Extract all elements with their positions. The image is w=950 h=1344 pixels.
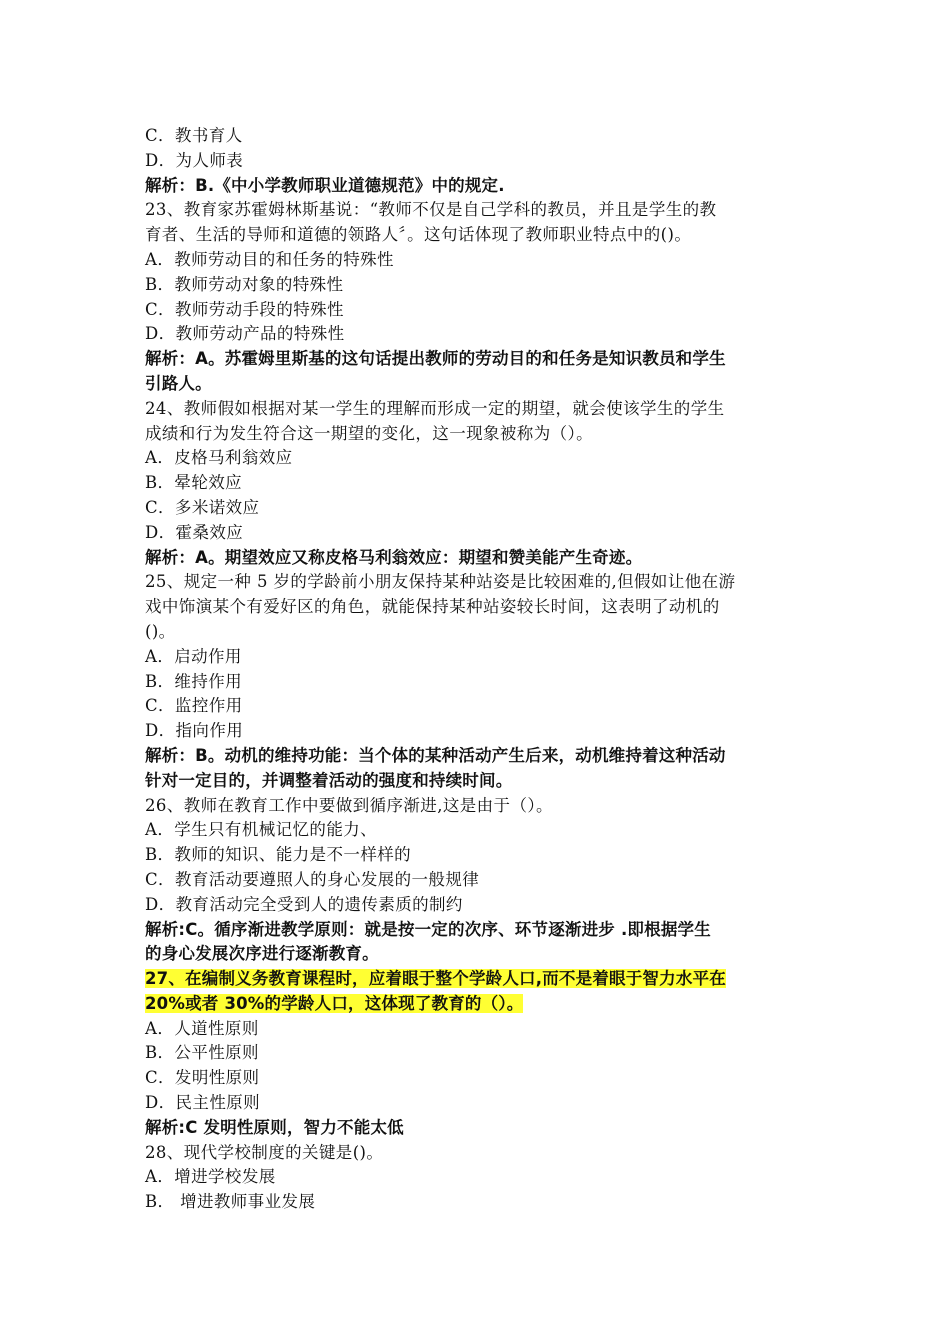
line-text: B．教师的知识、能力是不一样样的 bbox=[145, 845, 412, 865]
option-line bbox=[145, 1066, 810, 1091]
answer-line bbox=[145, 744, 810, 769]
question-line bbox=[145, 595, 810, 620]
option-line bbox=[145, 1041, 810, 1066]
option-line bbox=[145, 496, 810, 521]
answer-line bbox=[145, 918, 810, 943]
answer-line bbox=[145, 372, 810, 397]
option-line bbox=[145, 670, 810, 695]
answer-line bbox=[145, 347, 810, 372]
option-line bbox=[145, 273, 810, 298]
line-text: ()。 bbox=[145, 621, 176, 641]
line-text: 23、教育家苏霍姆林斯基说：“教师不仅是自己学科的教员，并且是学生的教 bbox=[145, 200, 717, 220]
line-text: 28、现代学校制度的关键是()。 bbox=[145, 1142, 384, 1162]
option-line bbox=[145, 1017, 810, 1042]
line-text: 24、教师假如根据对某一学生的理解而形成一定的期望，就会使该学生的学生 bbox=[145, 398, 725, 418]
line-text: C．监控作用 bbox=[145, 696, 243, 716]
question-line bbox=[145, 198, 810, 223]
option-line bbox=[145, 1190, 810, 1215]
line-text: C．教师劳动手段的特殊性 bbox=[145, 299, 344, 319]
line-text: 引路人。 bbox=[145, 373, 212, 393]
line-text: 的身心发展次序进行逐渐教育。 bbox=[145, 944, 379, 964]
question-line bbox=[145, 794, 810, 819]
question-line bbox=[145, 620, 810, 645]
line-text: B．公平性原则 bbox=[145, 1043, 259, 1063]
line-text: C．多米诺效应 bbox=[145, 497, 260, 517]
line-text: 27、在编制义务教育课程时，应着眼于整个学龄人口,而不是着眼于智力水平在 bbox=[145, 969, 726, 989]
option-line bbox=[145, 818, 810, 843]
option-line bbox=[145, 893, 810, 918]
option-line bbox=[145, 521, 810, 546]
line-text: 20%或者 30%的学龄人口，这体现了教育的（）。 bbox=[145, 993, 524, 1013]
question-line bbox=[145, 422, 810, 447]
line-text: 26、教师在教育工作中要做到循序渐进,这是由于（）。 bbox=[145, 795, 553, 815]
line-text: 解析：B.《中小学教师职业道德规范》中的规定. bbox=[145, 175, 505, 195]
line-text: 解析:C。循序渐进教学原则：就是按一定的次序、环节逐渐进步 .即根据学生 bbox=[145, 919, 711, 939]
answer-line bbox=[145, 546, 810, 571]
line-text: 解析：B。动机的维持功能：当个体的某种活动产生后来，动机维持着这种活动 bbox=[145, 745, 726, 765]
line-text: D．民主性原则 bbox=[145, 1093, 261, 1113]
line-text: 解析:C 发明性原则，智力不能太低 bbox=[145, 1117, 404, 1137]
line-text: B． 增进教师事业发展 bbox=[145, 1192, 316, 1212]
line-text: D．霍桑效应 bbox=[145, 522, 244, 542]
option-line bbox=[145, 868, 810, 893]
line-text: 解析：A。苏霍姆里斯基的这句话提出教师的劳动目的和任务是知识教员和学生 bbox=[145, 349, 726, 369]
option-line bbox=[145, 694, 810, 719]
option-line bbox=[145, 645, 810, 670]
question-line bbox=[145, 223, 810, 248]
question-line bbox=[145, 1141, 810, 1166]
highlighted-question-line bbox=[145, 992, 810, 1017]
line-text: D．为人师表 bbox=[145, 150, 244, 170]
option-line bbox=[145, 719, 810, 744]
question-line bbox=[145, 570, 810, 595]
line-text: A．人道性原则 bbox=[145, 1018, 259, 1038]
line-text: 戏中饰演某个有爱好区的角色，就能保持某种站姿较长时间，这表明了动机的 bbox=[145, 597, 720, 617]
option-line bbox=[145, 149, 810, 174]
option-line bbox=[145, 322, 810, 347]
line-text: 育者、生活的导师和道德的领路人〞。这句话体现了教师职业特点中的()。 bbox=[145, 225, 692, 245]
answer-line bbox=[145, 769, 810, 794]
option-line bbox=[145, 1165, 810, 1190]
line-text: C．教书育人 bbox=[145, 126, 243, 145]
line-text: A．增进学校发展 bbox=[145, 1167, 276, 1187]
line-text: A．教师劳动目的和任务的特殊性 bbox=[145, 249, 394, 269]
answer-line bbox=[145, 1116, 810, 1141]
line-text: B．维持作用 bbox=[145, 671, 243, 691]
option-line bbox=[145, 298, 810, 323]
line-text: D．教师劳动产品的特殊性 bbox=[145, 324, 345, 344]
line-text: D．教育活动完全受到人的遗传素质的制约 bbox=[145, 894, 463, 914]
question-line bbox=[145, 397, 810, 422]
line-text: A．启动作用 bbox=[145, 646, 242, 666]
line-text: D．指向作用 bbox=[145, 721, 244, 741]
line-text: A．皮格马利翁效应 bbox=[145, 448, 293, 468]
option-line bbox=[145, 124, 810, 149]
option-line bbox=[145, 843, 810, 868]
answer-line bbox=[145, 174, 810, 199]
option-line bbox=[145, 471, 810, 496]
line-text: 解析：A。期望效应又称皮格马利翁效应：期望和赞美能产生奇迹。 bbox=[145, 547, 643, 567]
line-text: 25、规定一种 5 岁的学龄前小朋友保持某种站姿是比较困难的,但假如让他在游 bbox=[145, 572, 736, 592]
line-text: C．教育活动要遵照人的身心发展的一般规律 bbox=[145, 869, 480, 889]
line-text: 成绩和行为发生符合这一期望的变化，这一现象被称为（）。 bbox=[145, 423, 594, 443]
option-line bbox=[145, 248, 810, 273]
option-line bbox=[145, 1091, 810, 1116]
line-text: B．教师劳动对象的特殊性 bbox=[145, 274, 344, 294]
line-text: C．发明性原则 bbox=[145, 1068, 260, 1088]
document-body bbox=[145, 124, 810, 1215]
highlighted-question-line bbox=[145, 967, 810, 992]
line-text: 针对一定目的，并调整着活动的强度和持续时间。 bbox=[145, 770, 513, 790]
line-text: B．晕轮效应 bbox=[145, 473, 243, 493]
answer-line bbox=[145, 942, 810, 967]
option-line bbox=[145, 446, 810, 471]
line-text: A．学生只有机械记忆的能力、 bbox=[145, 820, 378, 840]
